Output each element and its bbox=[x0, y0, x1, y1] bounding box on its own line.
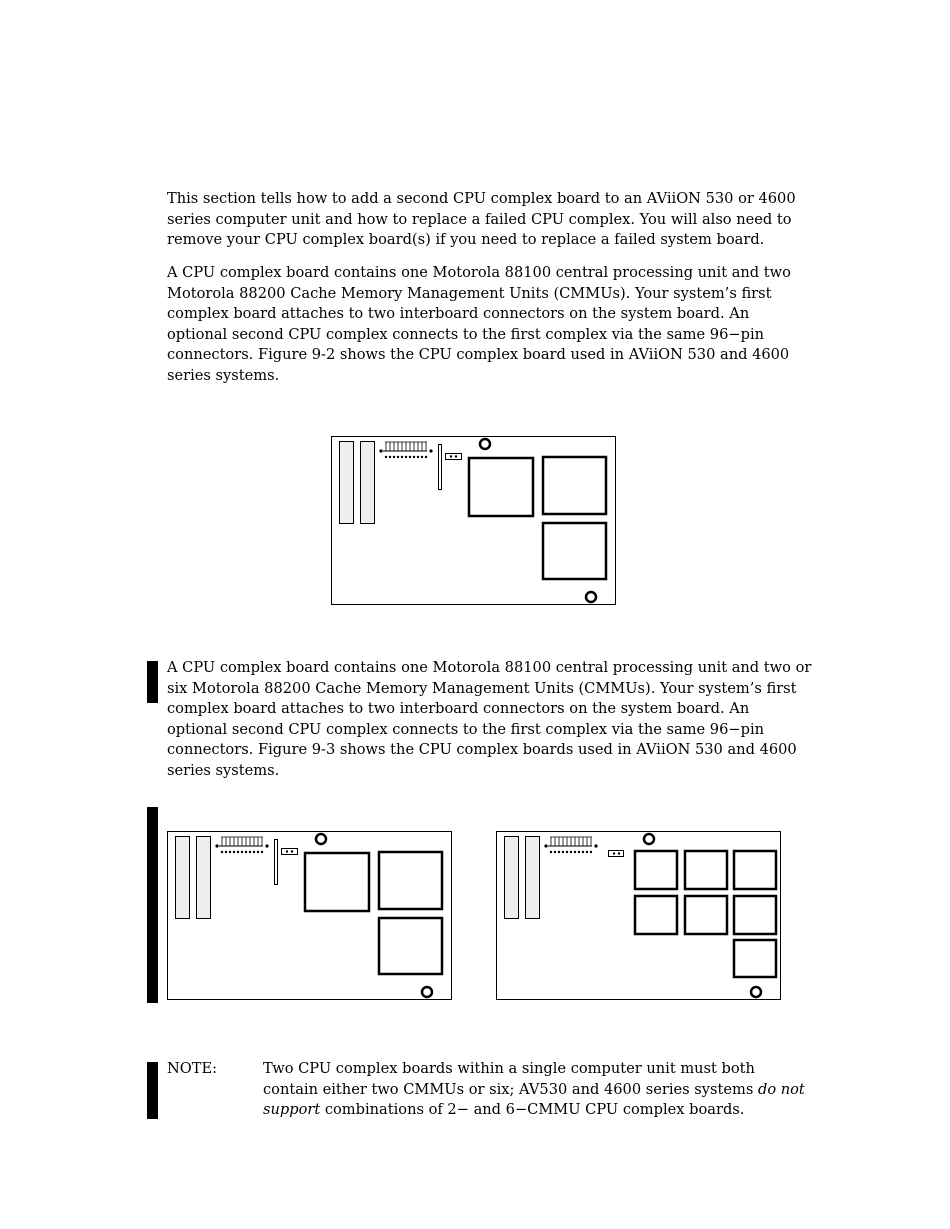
cmmu-chip bbox=[379, 852, 442, 909]
note-line bbox=[263, 1100, 823, 1121]
text-line: series systems. bbox=[167, 366, 280, 384]
connector-right bbox=[361, 442, 375, 524]
jumper-block bbox=[282, 849, 298, 855]
text-line: six Motorola 88200 Cache Memory Management Units (CMMUs). Your system’s first bbox=[167, 679, 797, 697]
cpu-board-description-new bbox=[167, 658, 812, 781]
figure-9-3-board-6cmmu bbox=[496, 831, 781, 1001]
text-line: complex board attaches to two interboard connectors on the system board. An bbox=[167, 305, 750, 322]
cpu-board-description-old bbox=[167, 263, 807, 386]
connector-left bbox=[340, 442, 354, 524]
cmmu-chip bbox=[635, 896, 677, 934]
connector-left bbox=[505, 837, 519, 919]
cmmu-chip bbox=[543, 523, 606, 579]
text-line: optional second CPU complex connects to the first complex via the same 96−pin bbox=[167, 325, 765, 343]
intro-paragraph bbox=[167, 189, 807, 251]
cpu-chip bbox=[469, 458, 533, 516]
mounting-hole-top bbox=[644, 834, 654, 844]
mounting-hole-top bbox=[480, 439, 490, 449]
cmmu-chip bbox=[734, 896, 776, 934]
text-line: connectors. Figure 9-2 shows the CPU complex board used in AViiON 530 and 4600 bbox=[167, 346, 790, 363]
note-emphasis: support bbox=[263, 1101, 321, 1118]
note-emphasis: do not bbox=[757, 1080, 805, 1098]
cmmu-chip bbox=[734, 940, 776, 977]
text-line: complex board attaches to two interboard connectors on the system board. An bbox=[167, 700, 750, 717]
cmmu-chip bbox=[685, 896, 727, 934]
change-bar bbox=[147, 1062, 158, 1119]
figure-9-2-board bbox=[331, 436, 616, 606]
cmmu-chip bbox=[734, 851, 776, 889]
note-body bbox=[263, 1059, 823, 1121]
text-line: A CPU complex board contains one Motorola 88100 central processing unit and two or bbox=[167, 659, 812, 676]
cpu-chip bbox=[635, 851, 677, 889]
text-line: optional second CPU complex connects to the first complex via the same 96−pin bbox=[167, 720, 765, 738]
text-line: remove your CPU complex board(s) if you need to replace a failed system board. bbox=[167, 231, 765, 248]
mounting-hole-bottom bbox=[586, 592, 596, 602]
connector-left bbox=[176, 837, 190, 919]
mounting-hole-bottom bbox=[751, 987, 761, 997]
cmmu-chip bbox=[543, 457, 606, 514]
note-label: NOTE: bbox=[167, 1060, 218, 1077]
text-line: series computer unit and how to replace a failed CPU complex. You will also need to bbox=[167, 210, 792, 228]
text-line: Motorola 88200 Cache Memory Management Units (CMMUs). Your system’s first bbox=[167, 284, 772, 302]
note-text: contain either two CMMUs or six; AV530 and 4600 series systems bbox=[263, 1080, 758, 1098]
text-line: connectors. Figure 9-3 shows the CPU complex boards used in AViiON 530 and 4600 bbox=[167, 741, 797, 758]
connector-right bbox=[526, 837, 540, 919]
jumper-block bbox=[609, 851, 624, 857]
note-line: Two CPU complex boards within a single computer unit must both bbox=[263, 1060, 755, 1077]
text-line: series systems. bbox=[167, 761, 280, 779]
jumper-strip bbox=[275, 840, 278, 885]
figure-9-3-board-2cmmu bbox=[167, 831, 452, 1001]
cmmu-chip bbox=[379, 918, 442, 974]
cpu-chip bbox=[305, 853, 369, 911]
note-line bbox=[263, 1080, 823, 1101]
cmmu-chip bbox=[685, 851, 727, 889]
connector-right bbox=[197, 837, 211, 919]
mounting-hole-top bbox=[316, 834, 326, 844]
jumper-block bbox=[446, 454, 462, 460]
change-bar bbox=[147, 661, 158, 703]
jumper-strip bbox=[439, 445, 442, 490]
text-line: A CPU complex board contains one Motorola 88100 central processing unit and two bbox=[167, 264, 791, 281]
mounting-hole-bottom bbox=[422, 987, 432, 997]
note-text: combinations of 2− and 6−CMMU CPU complex boards. bbox=[320, 1101, 745, 1118]
change-bar bbox=[147, 807, 158, 1003]
text-line: This section tells how to add a second CPU complex board to an AViiON 530 or 4600 bbox=[167, 190, 796, 207]
